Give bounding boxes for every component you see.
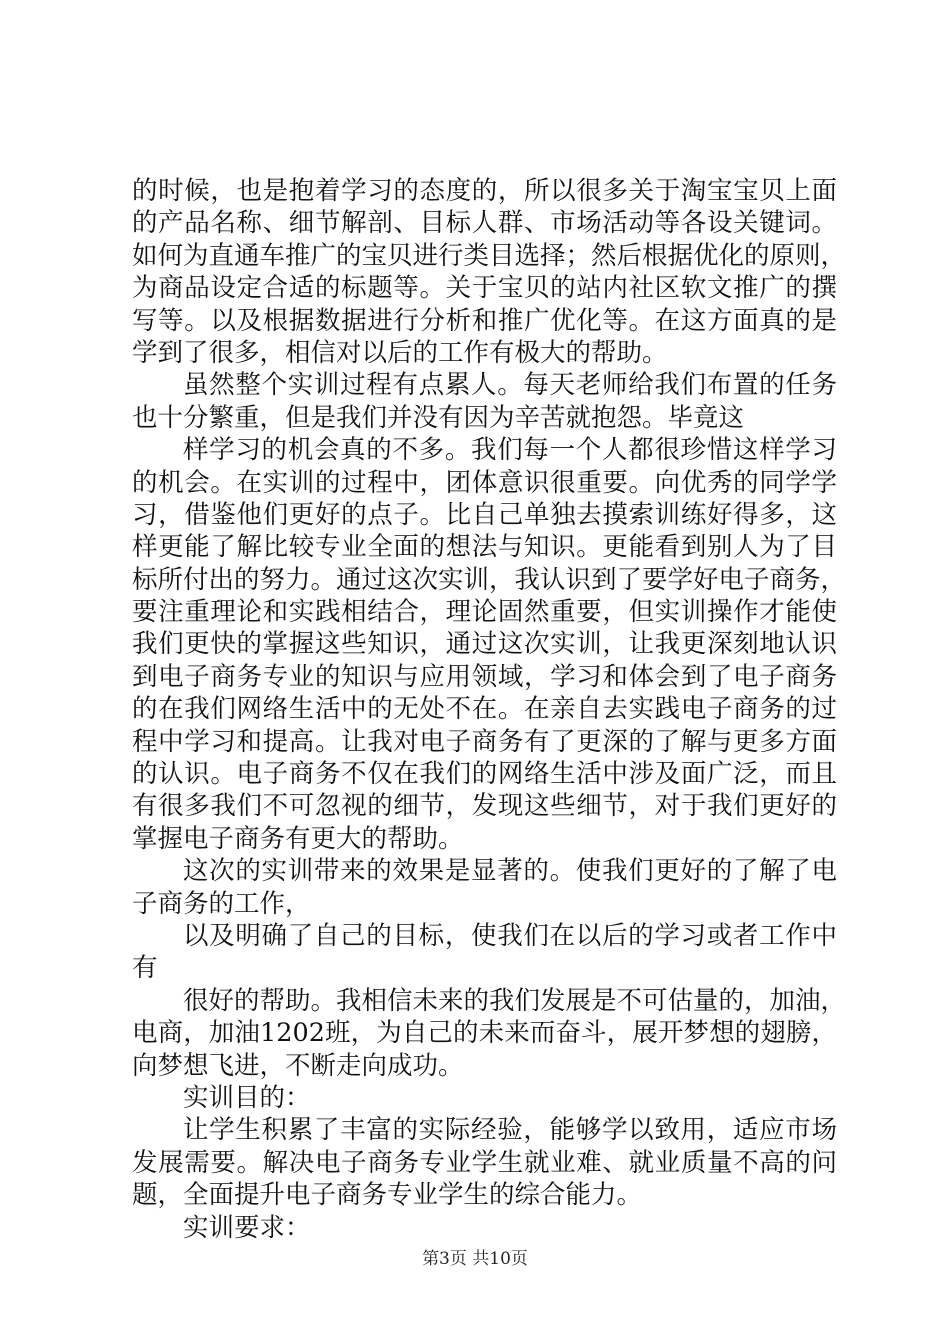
- text-line: 子商务的工作，: [132, 888, 311, 919]
- section-heading: 实训目的：: [183, 1082, 311, 1113]
- text-line: 题，全面提升电子商务专业学生的综合能力。: [132, 1180, 643, 1211]
- text-line: 很好的帮助。我相信未来的我们发展是不可估量的，加油，: [183, 985, 847, 1016]
- text-line: 也十分繁重，但是我们并没有因为辛苦就抱怨。毕竟这: [132, 402, 745, 433]
- text-line: 向梦想飞进，不断走向成功。: [132, 1050, 464, 1081]
- text-line: 电商，加油1202班，为自己的未来而奋斗，展开梦想的翅膀，: [132, 1018, 837, 1049]
- text-line: 的认识。电子商务不仅在我们的网络生活中涉及面广泛，而且: [132, 759, 837, 790]
- text-line: 学到了很多，相信对以后的工作有极大的帮助。: [132, 337, 668, 368]
- text-line: 我们更快的掌握这些知识，通过这次实训，让我更深刻地认识: [132, 629, 837, 660]
- text-line: 的时候，也是抱着学习的态度的，所以很多关于淘宝宝贝上面: [132, 176, 837, 206]
- text-line: 发展需要。解决电子商务专业学生就业难、就业质量不高的问: [132, 1147, 837, 1178]
- text-line: 掌握电子商务有更大的帮助。: [132, 823, 464, 854]
- text-line: 样更能了解比较专业全面的想法与知识。更能看到别人为了目: [132, 532, 837, 563]
- text-line: 程中学习和提高。让我对电子商务有了更深的了解与更多方面: [132, 726, 837, 757]
- text-line: 样学习的机会真的不多。我们每一个人都很珍惜这样学习: [183, 435, 837, 466]
- text-line: 到电子商务专业的知识与应用领域，学习和体会到了电子商务: [132, 661, 837, 692]
- text-line: 的在我们网络生活中的无处不在。在亲自去实践电子商务的过: [132, 694, 837, 725]
- text-line: 习，借鉴他们更好的点子。比自己单独去摸索训练好得多，这: [132, 499, 837, 530]
- text-line: 的机会。在实训的过程中，团体意识很重要。向优秀的同学学: [132, 467, 837, 498]
- text-line: 标所付出的努力。通过这次实训，我认识到了要学好电子商务，: [132, 564, 847, 595]
- text-line: 写等。以及根据数据进行分析和推广优化等。在这方面真的是: [132, 305, 837, 336]
- text-line: 虽然整个实训过程有点累人。每天老师给我们布置的任务: [183, 370, 837, 401]
- text-line: 要注重理论和实践相结合，理论固然重要，但实训操作才能使: [132, 597, 837, 628]
- text-line: 为商品设定合适的标题等。关于宝贝的站内社区软文推广的撰: [132, 273, 837, 304]
- text-line: 的产品名称、细节解剖、目标人群、市场活动等各设关键词。: [132, 208, 837, 239]
- text-line: 让学生积累了丰富的实际经验，能够学以致用，适应市场: [183, 1115, 837, 1146]
- text-line: 有很多我们不可忽视的细节，发现这些细节，对于我们更好的: [132, 791, 837, 822]
- section-heading: 实训要求：: [183, 1212, 311, 1243]
- text-line: 如何为直通车推广的宝贝进行类目选择；然后根据优化的原则，: [132, 240, 847, 271]
- text-line: 这次的实训带来的效果是显著的。使我们更好的了解了电: [183, 856, 837, 887]
- body-text: [132, 175, 847, 1244]
- text-line: 以及明确了自己的目标，使我们在以后的学习或者工作中: [183, 920, 837, 951]
- page-number-footer: 第3页 共10页: [422, 1249, 528, 1269]
- text-line: 有: [132, 953, 158, 984]
